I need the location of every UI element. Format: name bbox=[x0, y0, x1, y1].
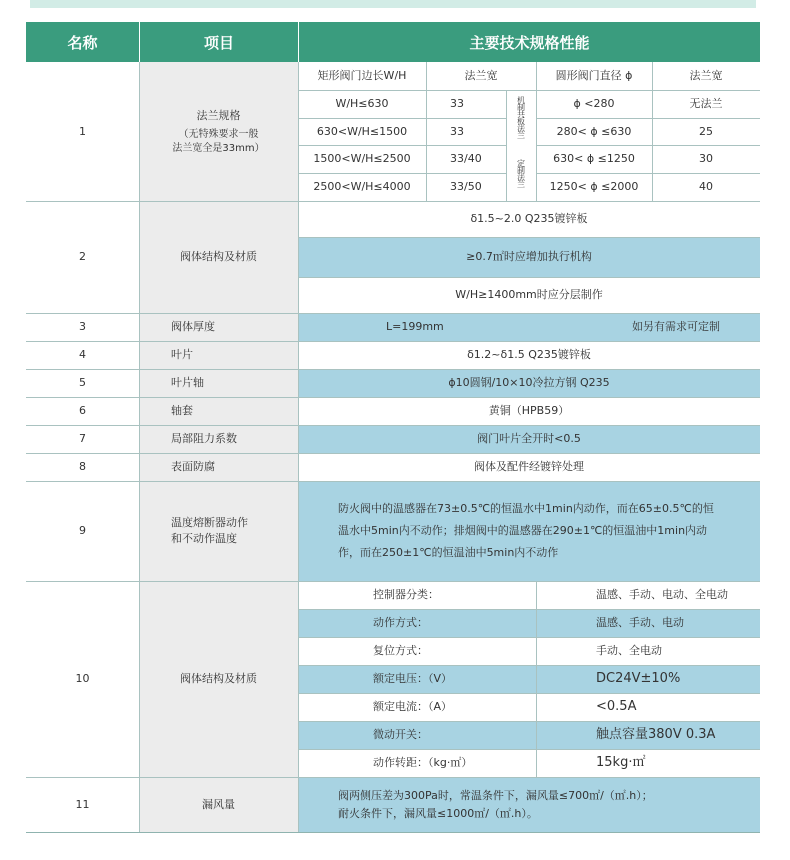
row1-subheader-rect: 矩形阀门边长W/H bbox=[317, 69, 407, 82]
row6-no: 6 bbox=[79, 404, 86, 417]
row1-sub-divider bbox=[536, 145, 760, 146]
row1-sub-divider bbox=[536, 173, 760, 174]
row11-spec bbox=[298, 777, 760, 832]
row1-no: 1 bbox=[79, 124, 86, 138]
row2-sub-divider bbox=[298, 237, 760, 238]
row10-label-5: 额定电流：（A） bbox=[373, 700, 453, 713]
row4-item: 叶片 bbox=[171, 348, 193, 361]
row-divider bbox=[26, 777, 760, 778]
row2-line-3: W/H≥1400mm时应分层制作 bbox=[455, 288, 603, 301]
col-divider bbox=[298, 62, 299, 832]
row1-sub-divider bbox=[536, 118, 760, 119]
col-divider bbox=[652, 62, 653, 201]
row10-sub-divider bbox=[298, 665, 760, 666]
header-spec: 主要技术规格性能 bbox=[298, 22, 760, 62]
row1-subheader-round: 圆形阀门直径 ϕ bbox=[555, 69, 633, 82]
row10-label-4: 额定电压：（V） bbox=[298, 665, 536, 693]
row-divider bbox=[26, 313, 760, 314]
row2-item: 阀体结构及材质 bbox=[180, 250, 257, 263]
row1-sub-divider bbox=[298, 173, 506, 174]
row2-line-2: ≥0.7㎡时应增加执行机构 bbox=[298, 237, 760, 277]
row-divider bbox=[26, 369, 760, 370]
row10-value-2: 温感、手动、电动 bbox=[536, 609, 760, 637]
row2-line-1: δ1.5~2.0 Q235镀锌板 bbox=[470, 212, 588, 225]
row10-value-1: 温感、手动、电动、全电动 bbox=[596, 588, 728, 601]
row10-item: 阀体结构及材质 bbox=[180, 672, 257, 685]
row4-no: 4 bbox=[79, 348, 86, 361]
row10-sub-divider bbox=[298, 749, 760, 750]
row8-spec: 阀体及配件经镀锌处理 bbox=[474, 460, 584, 473]
row-divider bbox=[26, 832, 760, 833]
row1-round-1: ϕ <280 bbox=[573, 97, 615, 110]
col-divider bbox=[536, 62, 537, 201]
row1-round-width-3: 30 bbox=[699, 152, 713, 165]
row11-spec-line1: 阀两侧压差为300Pa时，常温条件下，漏风量≤700㎡/（㎡.h）； bbox=[338, 788, 653, 802]
row6-spec: 黄铜（HPB59） bbox=[488, 404, 570, 417]
row-divider bbox=[26, 425, 760, 426]
row3-spec-left: L=199mm bbox=[386, 320, 444, 333]
row1-rect-width-4: 33/50 bbox=[450, 180, 482, 193]
row11-no: 11 bbox=[75, 797, 90, 811]
header-name: 名称 bbox=[26, 22, 139, 62]
row1-mid-label-top: 机制共板法兰 bbox=[516, 96, 526, 138]
col-divider bbox=[426, 62, 427, 201]
row9-item: 温度熔断器动作 和不动作温度 bbox=[171, 516, 248, 545]
row10-value-6: 触点容量380V 0.3A bbox=[536, 721, 760, 749]
row10-label-7: 动作转距：（kg·㎡） bbox=[373, 756, 473, 769]
row10-label-1: 控制器分类： bbox=[373, 588, 439, 601]
row5-no: 5 bbox=[79, 376, 86, 389]
row10-value-3: 手动、全电动 bbox=[596, 644, 662, 657]
row10-value-4: DC24V±10% bbox=[536, 665, 760, 693]
row1-subheader-rect-width: 法兰宽 bbox=[464, 69, 498, 82]
row10-value-5: <0.5A bbox=[596, 699, 637, 714]
row1-mid-label-bottom: 定制法兰 bbox=[516, 159, 526, 187]
row10-label-3: 复位方式： bbox=[373, 644, 428, 657]
row5-spec: ϕ10圆钢/10×10冷拉方钢 Q235 bbox=[298, 369, 760, 397]
row1-round-width-4: 40 bbox=[699, 180, 713, 193]
col-divider bbox=[536, 581, 537, 777]
col-divider bbox=[139, 62, 140, 832]
row-divider bbox=[26, 481, 760, 482]
row10-sub-divider bbox=[298, 637, 760, 638]
row-divider bbox=[26, 341, 760, 342]
row3-no: 3 bbox=[79, 320, 86, 333]
row8-no: 8 bbox=[79, 460, 86, 473]
row10-sub-divider bbox=[298, 721, 760, 722]
row-divider bbox=[26, 397, 760, 398]
row1-round-width-1: 无法兰 bbox=[689, 97, 723, 110]
row2-no: 2 bbox=[79, 250, 86, 263]
row1-sub-divider bbox=[298, 90, 760, 91]
row3-item: 阀体厚度 bbox=[171, 320, 215, 333]
row1-sub-divider bbox=[298, 118, 506, 119]
row1-rect-width-1: 33 bbox=[450, 97, 464, 110]
row7-no: 7 bbox=[79, 432, 86, 445]
row1-round-width-2: 25 bbox=[699, 124, 713, 138]
row1-sub-divider bbox=[298, 145, 506, 146]
row3-spec-right: 如另有需求可定制 bbox=[632, 320, 720, 333]
row10-label-6: 微动开关： bbox=[298, 721, 536, 749]
row6-item: 轴套 bbox=[171, 404, 193, 417]
col-divider bbox=[506, 90, 507, 201]
row-divider bbox=[26, 453, 760, 454]
row7-spec: 阀门叶片全开时<0.5 bbox=[298, 425, 760, 453]
row1-rect-3: 1500<W/H≤2500 bbox=[313, 152, 411, 165]
row3-spec bbox=[298, 313, 760, 341]
header-item: 项目 bbox=[139, 22, 298, 62]
row-divider bbox=[26, 581, 760, 582]
row2-sub-divider bbox=[298, 277, 760, 278]
row1-item bbox=[139, 62, 298, 201]
row11-spec-line2: 耐火条件下，漏风量≤1000㎡/（㎡.h）。 bbox=[338, 806, 538, 820]
row7-item: 局部阻力系数 bbox=[171, 432, 237, 445]
row10-sub-divider bbox=[298, 609, 760, 610]
row10-value-7: 15kg·㎡ bbox=[596, 755, 646, 770]
row1-round-2: 280< ϕ ≤630 bbox=[556, 124, 632, 138]
row1-rect-width-2: 33 bbox=[450, 124, 464, 138]
row1-item-note: （无特殊要求一般 法兰宽全是33mm） bbox=[172, 128, 265, 154]
row10-no: 10 bbox=[75, 672, 90, 685]
row1-item-title: 法兰规格 bbox=[196, 108, 241, 122]
row1-rect-2: 630<W/H≤1500 bbox=[316, 124, 408, 138]
row-divider bbox=[26, 201, 760, 202]
row5-item: 叶片轴 bbox=[171, 376, 204, 389]
row1-subheader-round-width: 法兰宽 bbox=[689, 69, 723, 82]
row8-item: 表面防腐 bbox=[171, 460, 215, 473]
row1-rect-width-3: 33/40 bbox=[450, 152, 482, 165]
row9-no: 9 bbox=[79, 524, 86, 537]
row9-spec: 防火阀中的温感器在73±0.5℃的恒温水中1min内动作，而在65±0.5℃的恒温水中5min内不动作；排烟阀中的温感器在290±1℃的恒温油中1min内动作，而在250±1℃的恒温油中5min内不动作 bbox=[298, 481, 760, 581]
row10-label-2: 动作方式： bbox=[298, 609, 536, 637]
row1-rect-1: W/H≤630 bbox=[335, 97, 389, 110]
top-strip bbox=[30, 0, 756, 8]
row1-round-3: 630< ϕ ≤1250 bbox=[553, 152, 635, 165]
row1-rect-4: 2500<W/H≤4000 bbox=[313, 180, 411, 193]
row11-item: 漏风量 bbox=[202, 797, 235, 811]
row10-sub-divider bbox=[298, 693, 760, 694]
row4-spec: δ1.2~δ1.5 Q235镀锌板 bbox=[467, 348, 591, 361]
row1-round-4: 1250< ϕ ≤2000 bbox=[549, 180, 639, 193]
